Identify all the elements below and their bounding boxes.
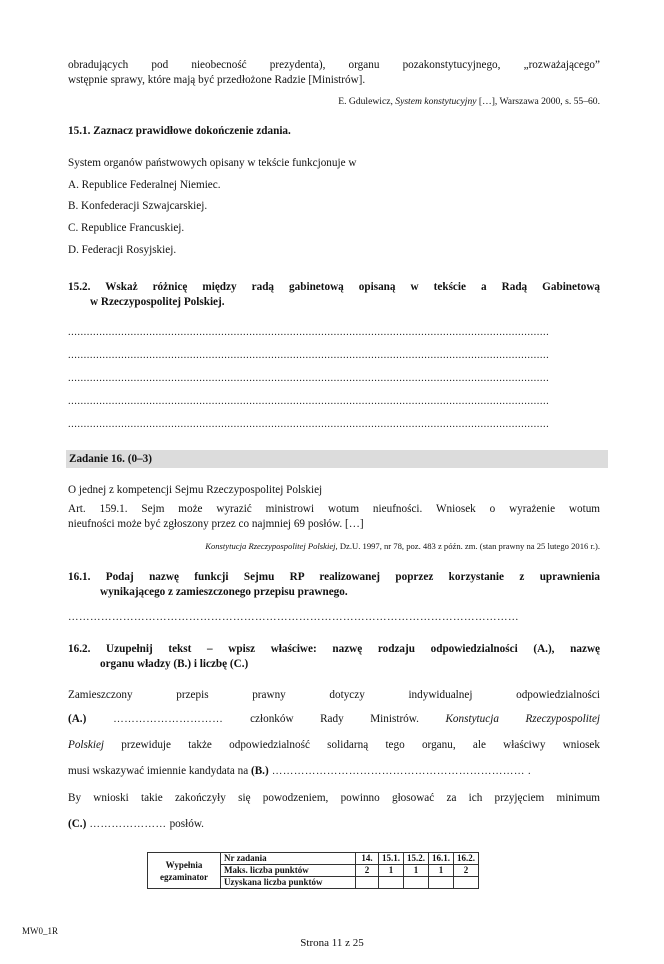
score-task-number: 16.1. <box>429 853 454 865</box>
q16-2-label-c: (C.) <box>68 818 87 830</box>
score-obtained-cell[interactable] <box>404 877 429 889</box>
q15-2-heading-line-1: 15.2. Wskaż różnicę między radą gabinetową opisaną w tekście a Radą Gabinetową <box>68 281 600 293</box>
score-side-label-2: egzaminator <box>160 871 208 882</box>
task16-header: Zadanie 16. (0–3) <box>69 453 152 465</box>
task16-header-bar <box>66 450 608 468</box>
score-obtained-cell[interactable] <box>379 877 404 889</box>
score-task-number: 16.2. <box>454 853 479 865</box>
q16-2-text-line-6 <box>68 817 204 832</box>
score-max-points: 2 <box>356 865 379 877</box>
score-table <box>147 852 479 889</box>
q16-2-text-3: przewiduje także odpowiedzialność solidarną tego organu, ale właściwy wniosek <box>104 739 600 751</box>
intro-source-title: System konstytucyjny <box>395 96 477 107</box>
task16-article-line-2: nieufności może być zgłoszony przez co najmniej 69 posłów. […] <box>68 518 364 530</box>
q16-2-label-b: (B.) <box>250 765 269 777</box>
q16-2-blank-a[interactable]: ………………………… <box>86 714 251 725</box>
q15-1-stem: System organów państwowych opisany w tekście funkcjonuje w <box>68 157 357 169</box>
q16-2-text-6: posłów. <box>169 818 204 830</box>
score-max-points: 1 <box>429 865 454 877</box>
score-max-points: 2 <box>454 865 479 877</box>
q16-2-text-line-5: By wnioski takie zakończyły się powodzeniem, powinno głosować za ich przyjęciem minimum <box>68 792 600 804</box>
q15-2-answer-line[interactable]: .......................................................................................................................................................... <box>68 327 550 338</box>
q16-2-italic-2: Konstytucja Rzeczypospolitej <box>445 713 601 725</box>
q16-2-heading-line-2: organu władzy (B.) i liczbę (C.) <box>100 658 249 670</box>
q16-2-text-2: członków Rady Ministrów. <box>250 713 446 725</box>
q16-1-answer-line[interactable]: …………………………………………………………………………………………………………… <box>68 612 519 623</box>
intro-line-2: wstępnie sprawy, które mają być przedłożone Radzie [Ministrów]. <box>68 74 366 86</box>
score-row-label: Maks. liczba punktów <box>221 865 356 877</box>
score-row-label: Nr zadania <box>221 853 356 865</box>
task16-source-title: Konstytucja Rzeczypospolitej Polskiej <box>205 541 336 551</box>
q15-1-option-d[interactable]: D. Federacji Rosyjskiej. <box>68 244 177 256</box>
q16-2-text-line-2 <box>68 712 600 727</box>
score-side-label-1: Wypełnia <box>165 859 203 870</box>
q16-2-text-line-1: Zamieszczony przepis prawny dotyczy indywidualnej odpowiedzialności <box>68 689 600 701</box>
score-obtained-cell[interactable] <box>356 877 379 889</box>
task16-intro: O jednej z kompetencji Sejmu Rzeczypospolitej Polskiej <box>68 484 323 496</box>
task16-source <box>205 540 600 552</box>
task16-source-rest: , Dz.U. 1997, nr 78, poz. 483 z późn. zm. (stan prawny na 25 lutego 2016 r.). <box>335 541 600 551</box>
q15-1-option-b[interactable]: B. Konfederacji Szwajcarskiej. <box>68 200 208 212</box>
q16-1-heading-line-2: wynikającego z zamieszczonego przepisu prawnego. <box>100 586 348 598</box>
q16-2-blank-b[interactable]: …………………………………………………………… . <box>268 766 532 777</box>
task16-article-line-1: Art. 159.1. Sejm może wyrazić ministrowi wotum nieufności. Wniosek o wyrażenie wotum <box>68 503 600 515</box>
score-task-number: 15.2. <box>404 853 429 865</box>
score-row-label: Uzyskana liczba punktów <box>221 877 356 889</box>
score-row-task-numbers <box>148 853 479 865</box>
score-max-points: 1 <box>404 865 429 877</box>
q15-2-answer-line[interactable]: .......................................................................................................................................................... <box>68 373 550 384</box>
score-side-label <box>148 853 221 889</box>
q15-2-answer-line[interactable]: .......................................................................................................................................................... <box>68 419 550 430</box>
q15-1-heading: 15.1. Zaznacz prawidłowe dokończenie zdania. <box>68 125 291 137</box>
q16-2-text-line-3 <box>68 738 600 753</box>
intro-line-1: obradujących pod nieobecność prezydenta), organu pozakonstytucyjnego, „rozważającego” <box>68 59 600 71</box>
q16-2-blank-c[interactable]: ………………… <box>86 819 170 830</box>
footer-page-number: Strona 11 z 25 <box>300 937 364 949</box>
q16-2-heading-line-1: 16.2. Uzupełnij tekst – wpisz właściwe: nazwę rodzaju odpowiedzialności (A.), nazwę <box>68 643 600 655</box>
score-obtained-cell[interactable] <box>454 877 479 889</box>
footer-code: MW0_1R <box>22 926 58 936</box>
q16-2-label-a: (A.) <box>68 713 87 725</box>
q15-2-answer-line[interactable]: .......................................................................................................................................................... <box>68 350 550 361</box>
q15-2-answer-line[interactable]: .......................................................................................................................................................... <box>68 396 550 407</box>
q16-1-heading-line-1: 16.1. Podaj nazwę funkcji Sejmu RP realizowanej poprzez korzystanie z uprawnienia <box>68 571 600 583</box>
q15-1-option-a[interactable]: A. Republice Federalnej Niemiec. <box>68 179 221 191</box>
q15-1-option-c[interactable]: C. Republice Francuskiej. <box>68 222 185 234</box>
q16-2-text-line-4 <box>68 764 600 779</box>
q15-2-heading-line-2: w Rzeczypospolitej Polskiej. <box>90 296 225 308</box>
score-obtained-cell[interactable] <box>429 877 454 889</box>
score-max-points: 1 <box>379 865 404 877</box>
q16-2-text-4: musi wskazywać imiennie kandydata na <box>68 765 251 777</box>
intro-source <box>338 95 600 108</box>
score-task-number: 15.1. <box>379 853 404 865</box>
intro-source-author: E. Gdulewicz, <box>338 96 396 107</box>
score-task-number: 14. <box>356 853 379 865</box>
q16-2-italic-3: Polskiej <box>68 739 105 751</box>
intro-source-rest: […], Warszawa 2000, s. 55–60. <box>476 96 600 107</box>
